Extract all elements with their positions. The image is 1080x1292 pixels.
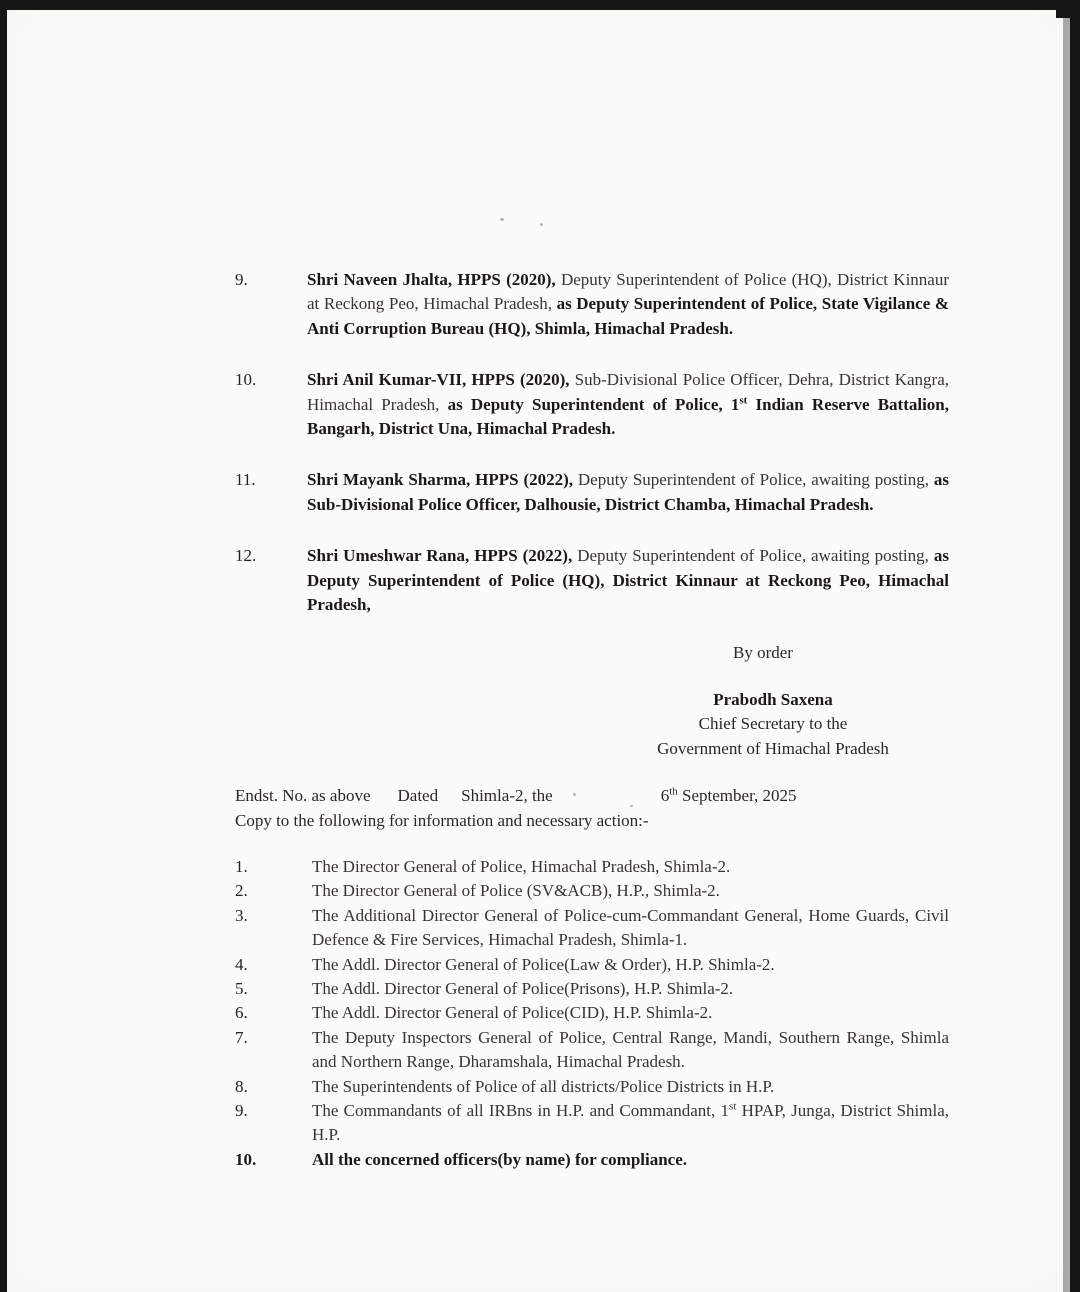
copy-list-item-number: 3. (235, 905, 248, 925)
copy-list-item-text (312, 1028, 949, 1071)
document-page (7, 10, 1064, 1292)
endst-date-day: 6 (660, 786, 670, 806)
text-segment: as Deputy Superintendent of Police, State Vigilance & Anti Corruption Bureau (HQ), Shimla, Himachal Pradesh. (307, 294, 949, 338)
text-segment: The Superintendents of Police of all districts/Police Districts in H.P. (312, 1076, 775, 1096)
scan-speck (540, 223, 543, 226)
text-segment: st (739, 393, 748, 406)
copy-list-item-text (312, 857, 730, 876)
copy-list-item (235, 1001, 949, 1025)
text-segment: as Sub-Divisional Police Officer, Dalhousie, District Chamba, Himachal Pradesh. (307, 470, 949, 514)
copy-list-item (235, 1148, 949, 1172)
text-segment: as Deputy Superintendent of Police, 1 (447, 394, 740, 414)
text-segment: The Addl. Director General of Police(Prisons), H.P. Shimla-2. (312, 978, 734, 998)
copy-list-item-number: 6. (235, 1003, 248, 1023)
by-order-line: By order (733, 643, 793, 663)
copy-list-item-number: 7. (235, 1027, 248, 1047)
copy-list-item-text (312, 1150, 687, 1169)
text-segment: The Deputy Inspectors General of Police, Central Range, Mandi, Southern Range, Shimla and Northern Range, Dharamshala, Himachal Pradesh. (312, 1027, 949, 1072)
copy-list-item (235, 855, 949, 879)
text-segment: st (729, 1100, 737, 1113)
page-edge-shadow (1063, 13, 1070, 1292)
order-item-text (307, 546, 949, 614)
copy-list-item (235, 977, 949, 1001)
text-segment: The Commandants of all IRBns in H.P. and Commandant, 1 (312, 1100, 730, 1120)
copy-list-item-text (312, 955, 775, 974)
text-segment: Deputy Superintendent of Police, awaiting posting, (577, 470, 934, 490)
endst-date-rest: September, 2025 (677, 786, 797, 806)
copy-list-item (235, 879, 949, 903)
text-segment: Deputy Superintendent of Police, awaiting posting, (577, 546, 934, 566)
text-segment: Sub-Divisional Police Officer, Dehra, District Kangra, Himachal Pradesh, (307, 370, 949, 414)
signatory-title-line2: Government of Himachal Pradesh (657, 738, 889, 758)
document-content (235, 268, 949, 1172)
copy-list-item (235, 1026, 949, 1075)
signature-block (597, 688, 949, 761)
text-segment: Deputy Superintendent of Police (HQ), District Kinnaur at Reckong Peo, Himachal Pradesh, (307, 270, 949, 314)
order-item-text (307, 470, 949, 513)
order-item-number: 10. (235, 370, 257, 390)
order-item-number: 11. (235, 470, 256, 490)
text-segment: Shri Anil Kumar-VII, HPPS (2020), (307, 370, 575, 390)
text-segment: All the concerned officers(by name) for compliance. (312, 1149, 688, 1169)
copy-list-item-number: 9. (235, 1100, 248, 1120)
copy-list-item-text (312, 1101, 949, 1144)
order-item-text (307, 270, 949, 338)
text-segment: The Director General of Police (SV&ACB), H.P., Shimla-2. (312, 881, 720, 901)
copy-list-item-number: 4. (235, 954, 248, 974)
copy-list-item-number: 8. (235, 1076, 248, 1096)
order-item-text (307, 370, 949, 438)
order-item (235, 368, 949, 441)
signatory-title-line1: Chief Secretary to the (698, 714, 848, 734)
endorsement-line (235, 784, 949, 808)
text-segment: Shri Mayank Sharma, HPPS (2022), (307, 470, 578, 490)
scan-corner-artifact (1056, 10, 1074, 18)
endst-label: Endst. No. as above (235, 786, 371, 806)
endst-dated-label: Dated (397, 786, 439, 806)
text-segment: The Additional Director General of Police-cum-Commandant General, Home Guards, Civil Defence & Fire Services, Himachal Pradesh, Shimla-1. (312, 905, 949, 950)
copy-to-line: Copy to the following for information and necessary action:- (235, 810, 649, 830)
copy-list-item-text (312, 979, 733, 998)
scan-speck (500, 218, 504, 221)
copy-list-item (235, 904, 949, 953)
copy-list-item-number: 1. (235, 856, 248, 876)
order-item (235, 544, 949, 617)
endst-date-ordinal: th (669, 785, 678, 798)
order-item-number: 9. (235, 270, 248, 289)
endst-date (661, 786, 797, 805)
signatory-name: Prabodh Saxena (713, 689, 833, 709)
order-items-list (235, 268, 949, 617)
copy-list-item-number: 2. (235, 881, 248, 901)
text-segment: as Deputy Superintendent of Police (HQ), District Kinnaur at Reckong Peo, Himachal Pradesh, (307, 546, 950, 615)
text-segment: HPAP, Junga, District Shimla, H.P. (312, 1100, 950, 1145)
order-item (235, 268, 949, 341)
copy-list-item-number: 10. (235, 1149, 257, 1169)
copy-list-item-text (312, 1003, 712, 1022)
copy-list-item (235, 1099, 949, 1148)
copy-list-item-number: 5. (235, 978, 248, 998)
text-segment: Shri Umeshwar Rana, HPPS (2022), (307, 546, 578, 566)
copy-distribution-list (235, 855, 949, 1172)
copy-list-item-text (312, 906, 949, 949)
text-segment: The Director General of Police, Himachal Pradesh, Shimla-2. (312, 856, 731, 876)
text-segment: Shri Naveen Jhalta, HPPS (2020), (307, 270, 561, 289)
copy-list-item (235, 953, 949, 977)
copy-list-item-text (312, 881, 720, 900)
order-item (235, 468, 949, 517)
text-segment: Indian Reserve Battalion, Bangarh, District Una, Himachal Pradesh. (307, 394, 950, 439)
copy-list-item (235, 1075, 949, 1099)
text-segment: The Addl. Director General of Police(Law & Order), H.P. Shimla-2. (312, 954, 775, 974)
text-segment: The Addl. Director General of Police(CID), H.P. Shimla-2. (312, 1003, 713, 1023)
endst-place: Shimla-2, the (461, 786, 553, 806)
copy-list-item-text (312, 1077, 774, 1096)
order-item-number: 12. (235, 546, 257, 566)
